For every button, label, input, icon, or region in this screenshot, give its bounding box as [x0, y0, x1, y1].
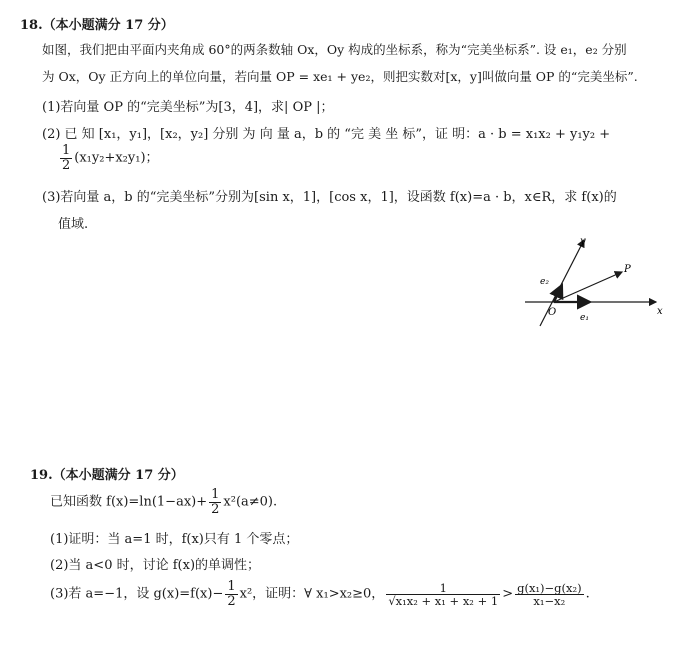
- q19-part3-half-fraction: [225, 580, 237, 608]
- q18-part2-rest: (x₁y₂+x₂y₁)；: [74, 150, 159, 166]
- q18-intro-line2: 为 Ox，Oy 正方向上的单位向量，若向量 OP = xe₁ + ye₂，则把实数对[x，y]叫做向量 OP 的“完美坐标”.: [42, 69, 638, 84]
- fraction-denominator: 2: [62, 157, 71, 173]
- x-axis-label: x: [657, 306, 663, 317]
- fraction-numerator: g(x₁)−g(x₂): [517, 580, 582, 595]
- q19-part3-end: .: [585, 586, 590, 602]
- q18-part1: (1)若向量 OP 的“完美坐标”为[3，4]，求| OP |；: [42, 100, 334, 115]
- q18-part3-line2: 值域.: [58, 217, 89, 232]
- q19-given-post: x²(a≠0).: [223, 494, 278, 510]
- q19-part2: (2)当 a<0 时，讨论 f(x)的单调性；: [50, 558, 261, 573]
- fraction-denominator: 2: [227, 593, 236, 609]
- q18-half-fraction: [60, 144, 72, 172]
- q19-given: [50, 488, 277, 516]
- q18-part2-line2: [58, 144, 159, 172]
- p-label: P: [624, 264, 631, 275]
- y-axis-label: y: [580, 236, 586, 247]
- origin-label: O: [548, 307, 557, 318]
- fraction-denominator: √x₁x₂ + x₁ + x₂ + 1: [388, 593, 499, 608]
- q18-intro-line1: 如图，我们把由平面内夹角成 60°的两条数轴 Ox，Oy 构成的坐标系，称为“完美坐标系”. 设 e₁，e₂ 分别: [42, 42, 627, 57]
- q18-part2-line1: (2) 已 知 [x₁，y₁]，[x₂，y₂] 分别 为 向 量 a，b 的 “完 美 坐 标”，证 明：a · b = x₁x₂ + y₁y₂ +: [42, 127, 611, 142]
- q19-part3: [50, 580, 590, 608]
- q18-header: 18.（本小题满分 17 分）: [20, 18, 174, 33]
- fraction-numerator: 1: [211, 487, 220, 502]
- fraction-denominator: 2: [211, 501, 220, 517]
- q19-given-fraction: [209, 488, 221, 516]
- e2-label: e₂: [540, 277, 549, 287]
- perfect-coordinate-figure: [520, 232, 665, 332]
- q19-part3-lhs-fraction: [386, 582, 500, 607]
- q19-part3-mid: x²，证明：∀ x₁>x₂≥0，: [239, 586, 385, 602]
- op-vector: [554, 272, 622, 302]
- q19-header: 19.（本小题满分 17 分）: [30, 468, 184, 483]
- greater-than-sign: >: [502, 586, 514, 602]
- e1-label: e₁: [580, 313, 589, 323]
- fraction-numerator: 1: [62, 143, 71, 158]
- q19-given-pre: 已知函数 f(x)=ln(1−ax)+: [50, 494, 208, 510]
- q19-part1: (1)证明：当 a=1 时，f(x)只有 1 个零点；: [50, 532, 299, 547]
- q19-part3-pre: (3)若 a=−1，设 g(x)=f(x)−: [50, 586, 224, 602]
- fraction-numerator: 1: [386, 582, 500, 595]
- fraction-denominator: x₁−x₂: [533, 593, 566, 608]
- fraction-numerator: 1: [227, 579, 236, 594]
- q18-part3-line1: (3)若向量 a，b 的“完美坐标”分别为[sin x，1]，[cos x，1]，设函数 f(x)=a · b，x∈R，求 f(x)的: [42, 190, 617, 205]
- q19-part3-rhs-fraction: [515, 582, 584, 607]
